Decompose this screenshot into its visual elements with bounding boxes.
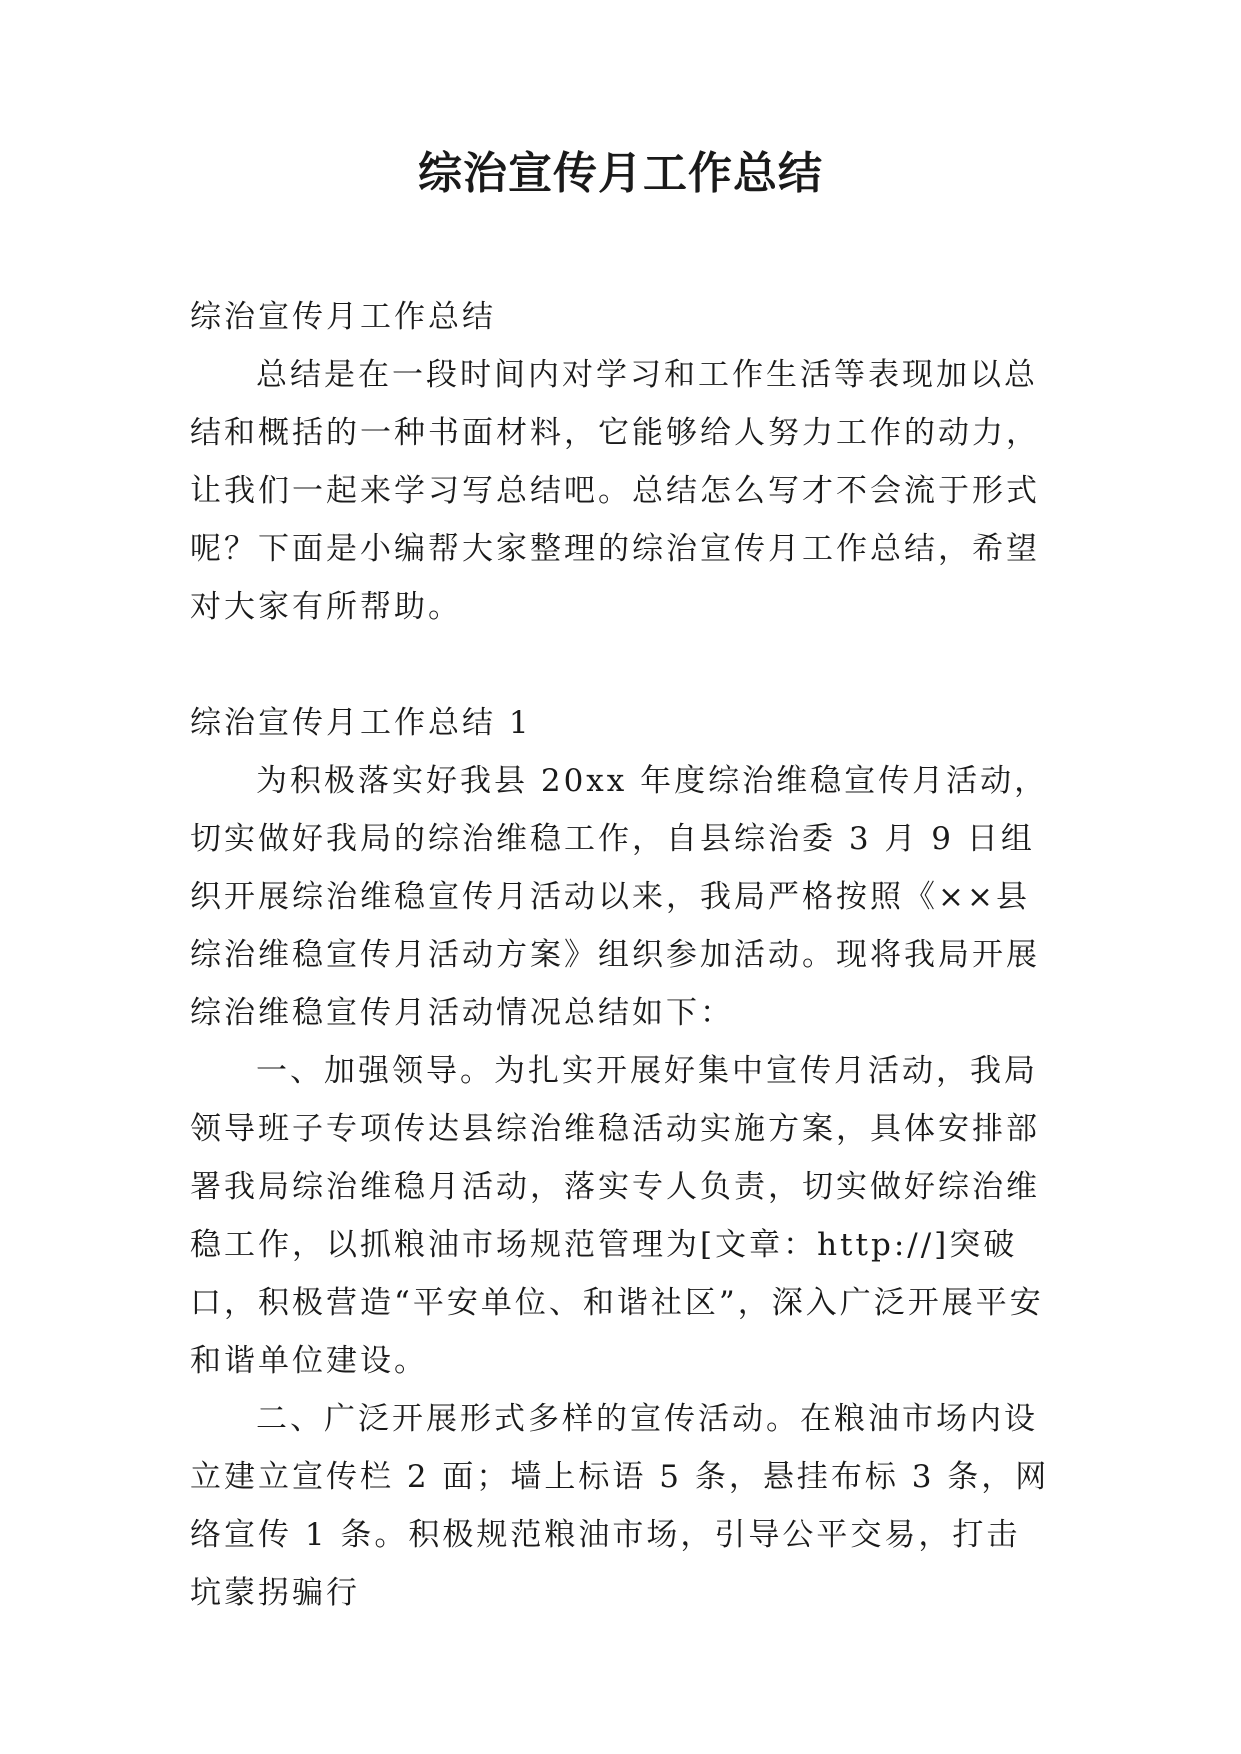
paragraph-gap [190,636,1050,694]
body-paragraph: 一、加强领导。为扎实开展好集中宣传月活动，我局领导班子专项传达县综治维稳活动实施方案，具体安排部署我局综治维稳月活动，落实专人负责，切实做好综治维稳工作，以抓粮油市场规范管理为[文章：http://]突破口，积极营造“平安单位、和谐社区”，深入广泛开展平安和谐单位建设。 [190,1053,1044,1379]
document-subtitle: 综治宣传月工作总结 [190,299,496,335]
page-title: 综治宣传月工作总结 [418,148,823,199]
document-body [190,288,1050,1622]
section-heading: 综治宣传月工作总结 1 [190,705,532,741]
body-paragraph: 二、广泛开展形式多样的宣传活动。在粮油市场内设立建立宣传栏 2 面；墙上标语 5 条，悬挂布标 3 条，网络宣传 1 条。积极规范粮油市场，引导公平交易，打击坑蒙拐骗行 [190,1401,1050,1611]
body-paragraph: 为积极落实好我县 20xx 年度综治维稳宣传月活动，切实做好我局的综治维稳工作，自县综治委 3 月 9 日组织开展综治维稳宣传月活动以来，我局严格按照《××县综治维稳宣传月活动方案》组织参加活动。现将我局开展综治维稳宣传月活动情况总结如下： [190,763,1049,1031]
intro-paragraph: 总结是在一段时间内对学习和工作生活等表现加以总结和概括的一种书面材料，它能够给人努力工作的动力，让我们一起来学习写总结吧。总结怎么写才不会流于形式呢？下面是小编帮大家整理的综治宣传月工作总结，希望对大家有所帮助。 [190,357,1040,625]
